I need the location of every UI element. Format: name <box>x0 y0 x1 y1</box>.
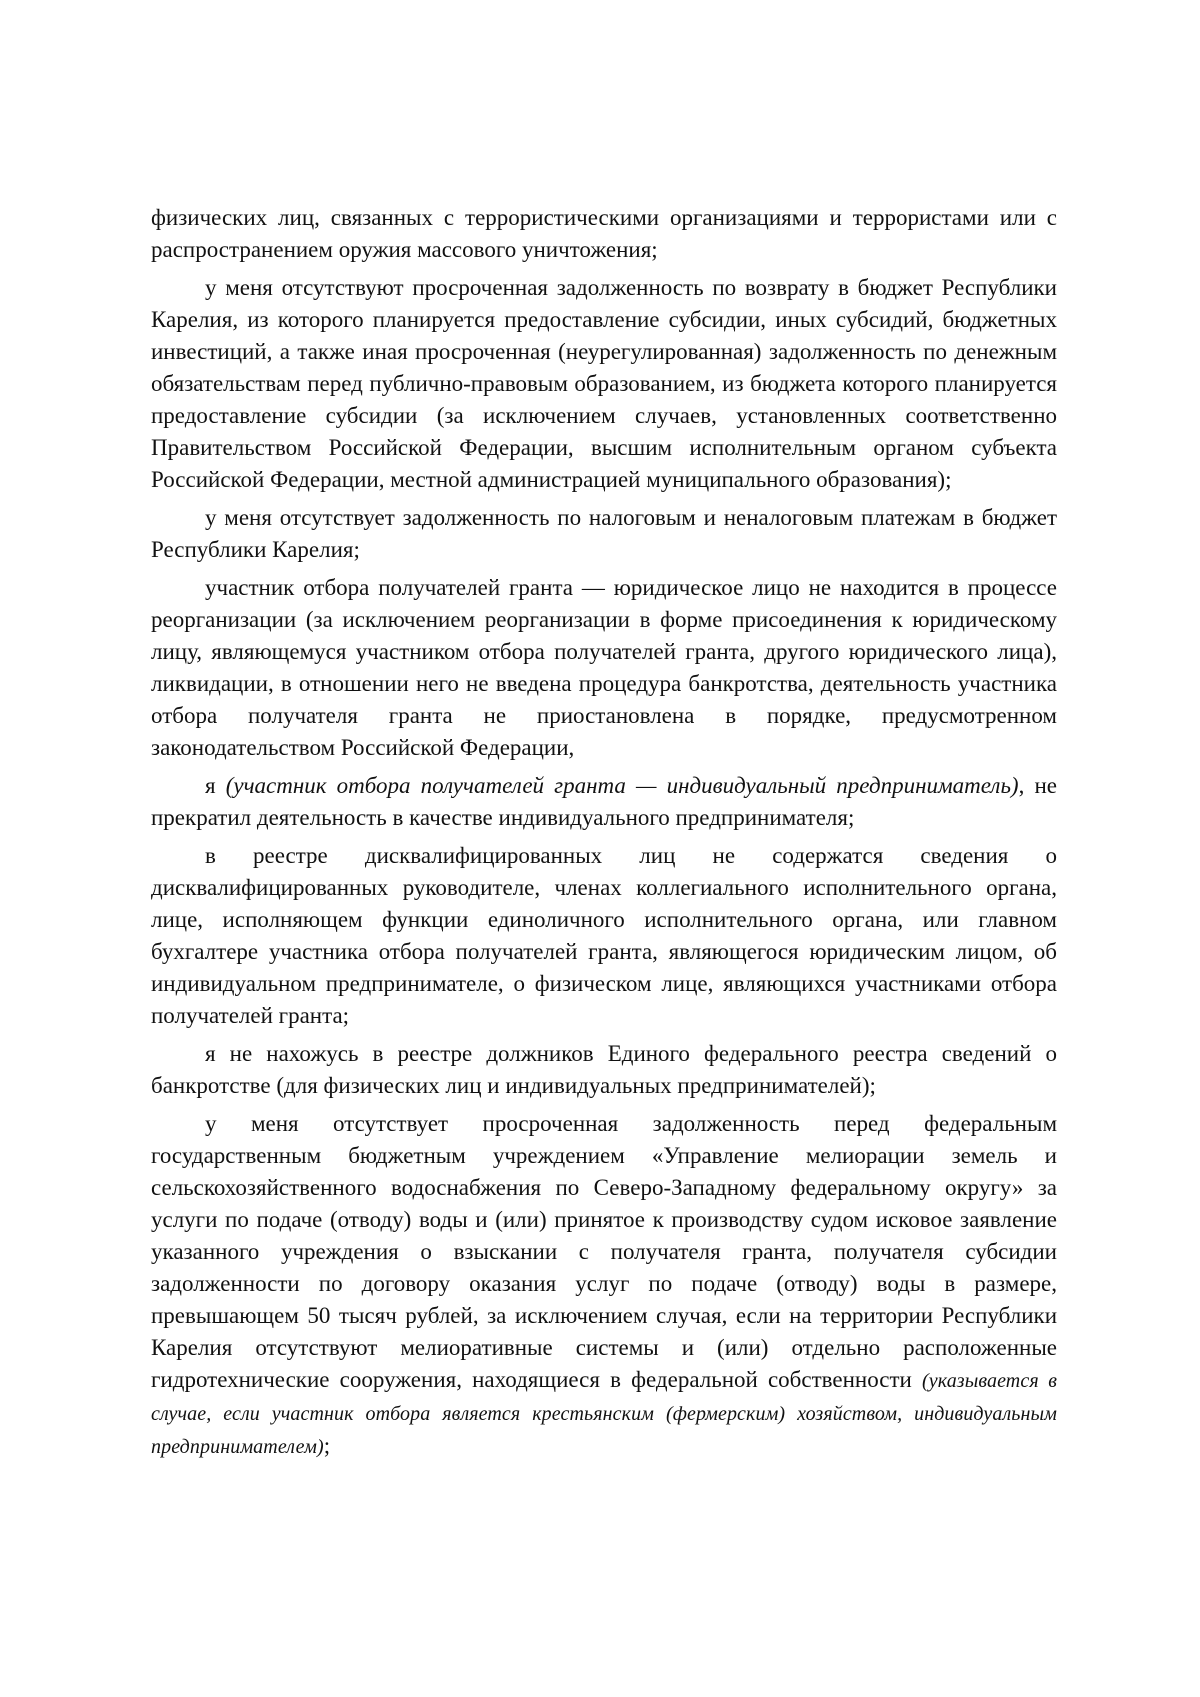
italic-note: (участник отбора получателей гранта — индивидуальный предприниматель) <box>225 773 1019 798</box>
paragraph-no-reorganization: участник отбора получателей гранта — юридическое лицо не находится в процессе реорганизации (за исключением реорганизации в форме присоединения к юридическому лицу, являющемуся участником отбора получателей гранта, другого юридического лица), ликвидации, в отношении него не введена процедура банкротства, деятельность участника отбора получателя гранта не приостановлена в порядке, предусмотренном законодательством Российской Федерации, <box>151 575 1057 760</box>
paragraph-no-tax-debt: у меня отсутствует задолженность по налоговым и неналоговым платежам в бюджет Республики Карелия; <box>151 505 1057 562</box>
paragraph-bankruptcy-registry: я не нахожусь в реестре должников Единого федерального реестра сведений о банкротстве (для физических лиц и индивидуальных предпринимателей); <box>151 1041 1057 1098</box>
paragraph-no-budget-debt: у меня отсутствуют просроченная задолженность по возврату в бюджет Республики Карелия, из которого планируется предоставление субсидии, иных субсидий, бюджетных инвестиций, а также иная просроченная (неурегулированная) задолженность по денежным обязательствам перед публично-правовым образованием, из бюджета которого планируется предоставление субсидии (за исключением случаев, установленных соответственно Правительством Российской Федерации, высшим исполнительным органом субъекта Российской Федерации, местной администрацией муниципального образования); <box>151 275 1057 492</box>
paragraph-text-end: , не прекратил деятельность в качестве индивидуального предпринимателя; <box>151 773 1057 830</box>
paragraph-water-supply-debt <box>151 1108 1057 1463</box>
paragraph-disqualified-registry: в реестре дисквалифицированных лиц не содержатся сведения о дисквалифицированных руководителе, членах коллегиального исполнительного органа, лице, исполняющем функции единоличного исполнительного органа, или главном бухгалтере участника отбора получателей гранта, являющегося юридическим лицом, об индивидуальном предпринимателе, о физическом лице, являющихся участниками отбора получателей гранта; <box>151 843 1057 1028</box>
italic-note: (указывается в случае, если участник отбора является крестьянским (фермерским) хозяйством, индивидуальным предпринимателем) <box>151 1370 1057 1458</box>
paragraph-continuation: физических лиц, связанных с террористическими организациями и террористами или с распространением оружия массового уничтожения; <box>151 205 1057 262</box>
paragraph-text-start: у меня отсутствует просроченная задолженность перед федеральным государственным бюджетным учреждением «Управление мелиорации земель и сельскохозяйственного водоснабжения по Северо-Западному федеральному округу» за услуги по подаче (отводу) воды и (или) принятое к производству судом исковое заявление указанного учреждения о взыскании с получателя гранта, получателя субсидии задолженности по договору оказания услуг по подаче (отводу) воды в размере, превышающем 50 тысяч рублей, за исключением случая, если на территории Республики Карелия отсутствуют мелиоративные системы и (или) отдельно расположенные гидротехнические сооружения, находящиеся в федеральной собственности <box>151 1111 1057 1392</box>
paragraph-text-start: я <box>205 773 226 798</box>
paragraph-text-end: ; <box>323 1433 331 1458</box>
paragraph-individual-entrepreneur <box>151 770 1057 834</box>
document-page <box>151 202 1057 1469</box>
